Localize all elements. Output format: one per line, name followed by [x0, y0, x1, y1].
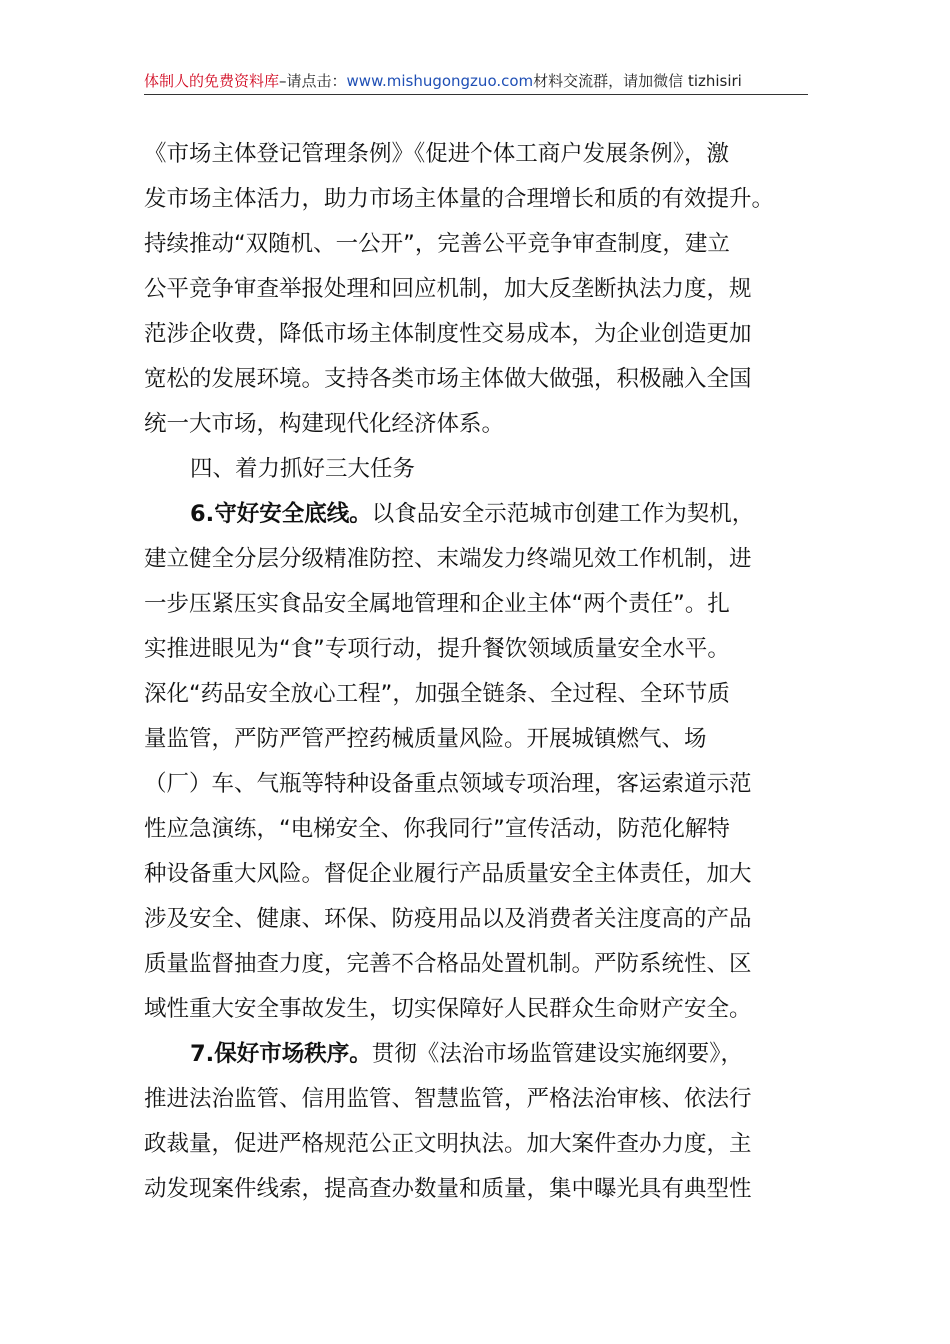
paragraph-line: 建立健全分层分级精准防控、末端发力终端见效工作机制，进 — [144, 546, 752, 572]
section-heading: 四、着力抓好三大任务 — [190, 456, 416, 482]
section-6-first-text: 以食品安全示范城市创建工作为契机， — [371, 501, 755, 527]
paragraph-line: 域性重大安全事故发生，切实保障好人民群众生命财产安全。 — [144, 996, 752, 1022]
paragraph-line: 统一大市场，构建现代化经济体系。 — [144, 411, 505, 437]
page-header — [144, 70, 808, 95]
section-7-heading: 7.保好市场秩序。 — [190, 1041, 372, 1067]
paragraph-line: 动发现案件线索，提高查办数量和质量，集中曝光具有典型性 — [144, 1176, 752, 1202]
header-brand: 体制人的免费资料库 — [144, 72, 280, 90]
section-7-first-line — [144, 1032, 808, 1077]
paragraph-line: 质量监督抽查力度，完善不合格品处置机制。严防系统性、区 — [144, 951, 752, 977]
paragraph-line: 政裁量，促进严格规范公正文明执法。加大案件查办力度，主 — [144, 1131, 752, 1157]
paragraph-line: 发市场主体活力，助力市场主体量的合理增长和质的有效提升。 — [144, 186, 775, 212]
section-6-first-line — [144, 492, 808, 537]
paragraph-line: 种设备重大风险。督促企业履行产品质量安全主体责任，加大 — [144, 861, 752, 887]
section-6-heading: 6.守好安全底线。 — [190, 501, 372, 527]
document-body — [144, 132, 808, 1212]
paragraph-line: 一步压紧压实食品安全属地管理和企业主体“两个责任”。扎 — [144, 591, 730, 617]
paragraph-line: 性应急演练，“电梯安全、你我同行”宣传活动，防范化解特 — [144, 816, 730, 842]
paragraph-line: 量监管，严防严管严控药械质量风险。开展城镇燃气、场 — [144, 726, 707, 752]
section-7-first-text: 贯彻《法治市场监管建设实施纲要》， — [371, 1041, 743, 1067]
paragraph-line: （厂）车、气瓶等特种设备重点领域专项治理，客运索道示范 — [144, 771, 752, 797]
header-prompt: –请点击： — [279, 72, 347, 90]
paragraph-line: 推进法治监管、信用监管、智慧监管，严格法治审核、依法行 — [144, 1086, 752, 1112]
paragraph-line: 范涉企收费，降低市场主体制度性交易成本，为企业创造更加 — [144, 321, 752, 347]
paragraph-line: 涉及安全、健康、环保、防疫用品以及消费者关注度高的产品 — [144, 906, 752, 932]
paragraph-line: 实推进眼见为“食”专项行动，提升餐饮领域质量安全水平。 — [144, 636, 730, 662]
paragraph-line: 公平竞争审查举报处理和回应机制，加大反垄断执法力度，规 — [144, 276, 752, 302]
paragraph-line: 宽松的发展环境。支持各类市场主体做大做强，积极融入全国 — [144, 366, 752, 392]
paragraph-line: 《市场主体登记管理条例》《促进个体工商户发展条例》，激 — [144, 141, 730, 167]
paragraph-line: 持续推动“双随机、一公开”，完善公平竞争审查制度，建立 — [144, 231, 730, 257]
paragraph-line: 深化“药品安全放心工程”，加强全链条、全过程、全环节质 — [144, 681, 730, 707]
header-note: 材料交流群，请加微信 tizhisiri — [533, 72, 742, 90]
header-url-link[interactable]: www.mishugongzuo.com — [346, 72, 534, 90]
